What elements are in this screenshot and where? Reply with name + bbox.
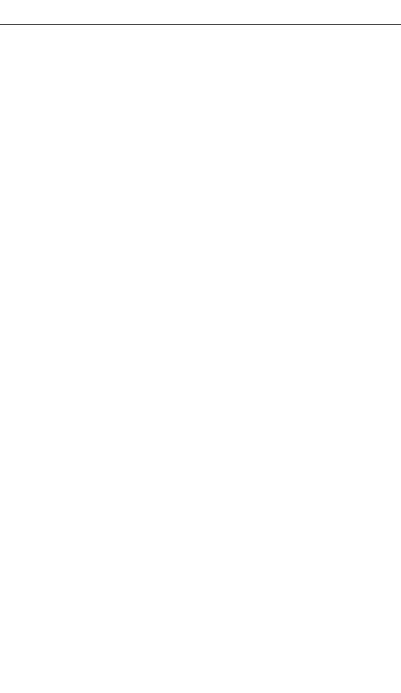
table-header bbox=[0, 0, 401, 25]
